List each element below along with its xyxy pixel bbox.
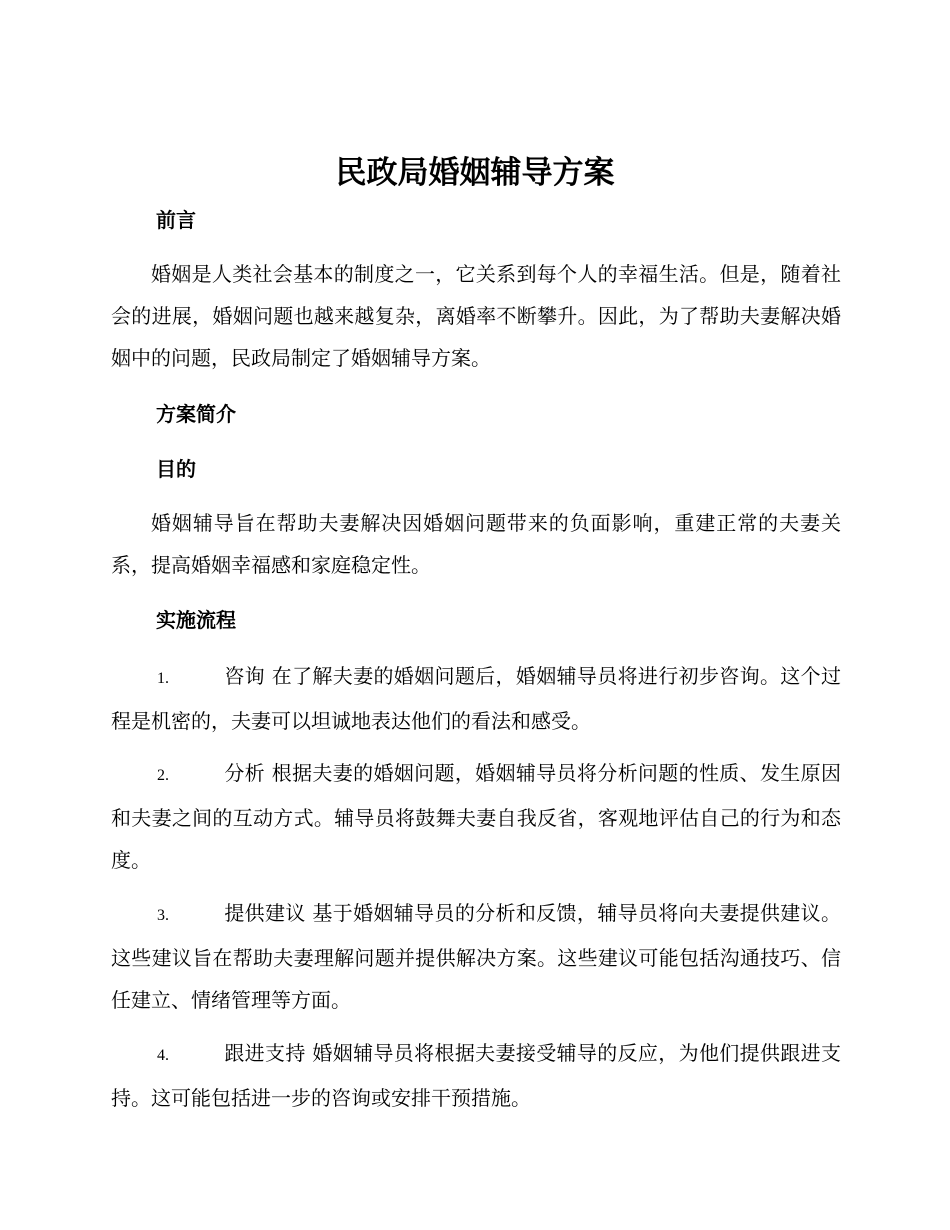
step-text: 咨询 在了解夫妻的婚姻问题后，婚姻辅导员将进行初步咨询。这个过程是机密的，夫妻可以坦诚地表达他们的看法和感受。 <box>111 664 841 733</box>
overview-heading: 方案简介 <box>156 402 236 426</box>
preface-paragraph: 婚姻是人类社会基本的制度之一，它关系到每个人的幸福生活。但是，随着社会的进展，婚姻问题也越来越复杂，离婚率不断攀升。因此，为了帮助夫妻解决婚姻中的问题，民政局制定了婚姻辅导方案。 <box>111 262 841 370</box>
step-text: 提供建议 基于婚姻辅导员的分析和反馈，辅导员将向夫妻提供建议。这些建议旨在帮助夫妻理解问题并提供解决方案。这些建议可能包括沟通技巧、信任建立、情绪管理等方面。 <box>111 901 841 1012</box>
step-number: 3. <box>157 907 169 924</box>
process-step <box>111 1032 841 1119</box>
process-step <box>111 752 841 881</box>
step-text: 跟进支持 婚姻辅导员将根据夫妻接受辅导的反应，为他们提供跟进支持。这可能包括进一步的咨询或安排干预措施。 <box>111 1041 841 1110</box>
purpose-heading: 目的 <box>156 457 196 481</box>
document-title: 民政局婚姻辅导方案 <box>335 155 615 191</box>
step-number: 1. <box>157 670 169 687</box>
purpose-paragraph: 婚姻辅导旨在帮助夫妻解决因婚姻问题带来的负面影响，重建正常的夫妻关系，提高婚姻幸福感和家庭稳定性。 <box>111 511 841 577</box>
preface-heading: 前言 <box>156 208 196 232</box>
step-number: 2. <box>157 767 169 784</box>
process-heading: 实施流程 <box>156 608 236 632</box>
process-step <box>111 892 841 1021</box>
step-text: 分析 根据夫妻的婚姻问题，婚姻辅导员将分析问题的性质、发生原因和夫妻之间的互动方式。辅导员将鼓舞夫妻自我反省，客观地评估自己的行为和态度。 <box>111 761 841 872</box>
process-step <box>111 655 841 742</box>
step-number: 4. <box>157 1047 169 1064</box>
